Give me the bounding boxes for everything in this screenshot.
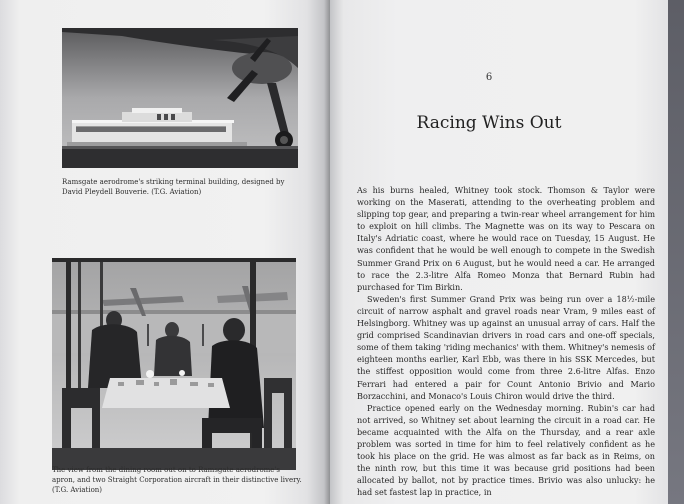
- terminal-building-illustration: [62, 28, 298, 168]
- dining-room-photo: [52, 258, 296, 470]
- chapter-title: Racing Wins Out: [416, 113, 562, 133]
- paragraph: Practice opened early on the Wednesday morning. Rubin's car had not arrived, so Whitney set about learning the circuit in a road car. He became acquainted with the Alfa on the Thursday, and a rear axle problem was sorted in time for him to feel relatively confident as he took his place on the grid. He was almost as far back as in Reims, on the ninth row, but this time it was because grid positions had been allocated by ballot, not by practice times. Brivio was also unlucky: he had set fastest lap in practice, in: [357, 402, 655, 498]
- chapter-body: [357, 184, 655, 498]
- terminal-building-photo: [62, 28, 298, 168]
- dining-room-illustration: [52, 258, 296, 470]
- left-page: [0, 0, 330, 504]
- paragraph: As his burns healed, Whitney took stock. Thomson & Taylor were working on the Maserati, attending to the overheating problem and slipping top gear, and preparing a twin-rear wheel arrangement for him to exploit on hill climbs. The Magnette was on its way to Pescara on Italy's Adriatic coast, where he would race on Tuesday, 15 August. He was confident that he would be well enough to compete in the Swedish Summer Grand Prix on 6 August, but he would need a car. He arranged to race the 2.3-litre Alfa Romeo Monza that Bernard Rubin had purchased for Tim Birkin.: [357, 185, 655, 292]
- photo-caption-top: Ramsgate aerodrome's striking terminal building, designed by David Pleydell Bouverie. (T.G. Aviation): [62, 178, 285, 196]
- photo-caption-bottom: The view from the dining room out on to Ramsgate aerodrome's apron, and two Straight Corporation aircraft in their distinctive livery. (T.G. Aviation): [52, 466, 302, 494]
- chapter-number: 6: [485, 72, 493, 83]
- paragraph: Sweden's first Summer Grand Prix was being run over a 18½-mile circuit of narrow asphalt and gravel roads near Vram, 9 miles east of Helsingborg. Whitney was up against an unusual array of cars. Half the grid comprised Scandinavian drivers in road cars and one-off specials, some of them taking 'riding mechanics' with them. Whitney's nemesis of eighteen months earlier, Karl Ebb, was there in his SSK Mercedes, but the stiffest opposition would come from three 2.6-litre Alfas. Enzo Ferrari had entered a pair for Count Antonio Brivio and Mario Borzacchini, and Monaco's Louis Chiron would drive the third.: [357, 293, 655, 401]
